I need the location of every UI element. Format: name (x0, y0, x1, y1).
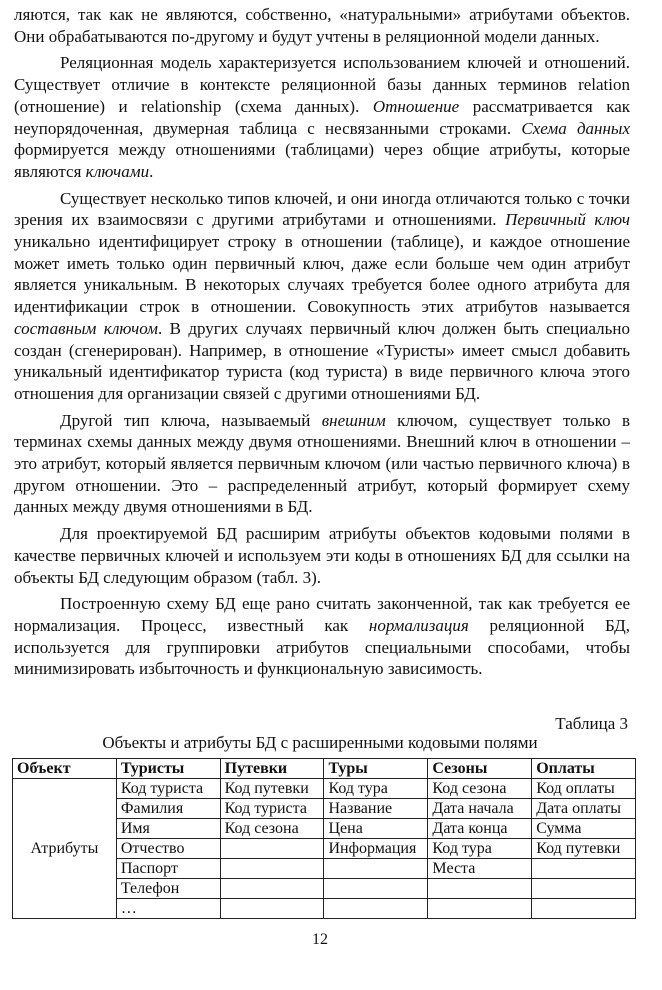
table-cell: Дата оплаты (532, 799, 636, 819)
paragraph-4: Другой тип ключа, называемый внешним ключом, существует только в терминах схемы данных между двумя отношениями. Внешний ключ в отношении – это атрибут, который является первичным ключом (или частью первичного ключа) в другом отношении. Это – распределенный атрибут, который формирует схему данных между двумя отношениями в БД. (14, 410, 630, 517)
row-label-attributes: Атрибуты (13, 779, 117, 919)
table-cell (220, 899, 324, 919)
table-cell: Код оплаты (532, 779, 636, 799)
table-cell: Цена (324, 819, 428, 839)
table-cell: Код сезона (428, 779, 532, 799)
table-cell: Сумма (532, 819, 636, 839)
page-number: 12 (312, 931, 328, 948)
table-cell: Код туриста (220, 799, 324, 819)
header-cell: Туристы (116, 759, 220, 779)
table-number: Таблица 3 (555, 714, 628, 733)
table-row (13, 779, 636, 799)
header-cell: Оплаты (532, 759, 636, 779)
table-cell: Код тура (428, 839, 532, 859)
table-cell: Дата конца (428, 819, 532, 839)
paragraph-6: Построенную схему БД еще рано считать законченной, так как требуется ее нормализация. Процесс, известный как нормализация реляционной БД, используется для группировки атрибутов специальными способами, чтобы минимизировать избыточность и функциональную зависимость. (14, 594, 631, 679)
table-cell (220, 839, 324, 859)
table-cell (428, 899, 532, 919)
header-cell: Путевки (220, 759, 324, 779)
table-cell (324, 879, 428, 899)
table-cell (324, 859, 428, 879)
table-cell: Название (324, 799, 428, 819)
table-cell: Код путевки (220, 779, 324, 799)
table-cell (324, 899, 428, 919)
attributes-table (12, 758, 636, 919)
table-cell: Места (428, 859, 532, 879)
table-cell: Код путевки (532, 839, 636, 859)
table-cell: Информация (324, 839, 428, 859)
table-cell (532, 879, 636, 899)
term-normalization: нормализация (368, 615, 469, 635)
table-cell: Код сезона (220, 819, 324, 839)
term-relation: Отношение (372, 96, 460, 116)
term-data-schema: Схема данных (521, 118, 630, 138)
table-cell (532, 859, 636, 879)
table-header-row (13, 759, 636, 779)
table-cell: Код туриста (116, 779, 220, 799)
paragraph-2: Реляционная модель характеризуется использованием ключей и отношений. Существует отличие в контексте реляционной базы данных терминов relation (отношение) и relationship (схема данных). Отношение рассматривается как неупорядоченная, двумерная таблица с несвязанными строками. Схема данных формируется между отношениями (таблицами) через общие атрибуты, которые являются ключами. (14, 53, 631, 181)
table-cell: Код тура (324, 779, 428, 799)
table-cell (220, 859, 324, 879)
term-composite-key: составным ключом (14, 318, 158, 338)
term-primary-key: Первичный ключ (505, 210, 630, 230)
term-keys: ключами (85, 161, 150, 181)
table-cell (428, 879, 532, 899)
paragraph-5: Для проектируемой БД расширим атрибуты объектов кодовыми полями в качестве первичных ключей и используем эти коды в отношениях БД для ссылки на объекты БД следующим образом (табл. 3). (14, 524, 630, 587)
table-cell: Телефон (116, 879, 220, 899)
table-cell: … (116, 899, 220, 919)
header-cell: Объект (13, 759, 117, 779)
table-cell: Фамилия (116, 799, 220, 819)
table-cell: Паспорт (116, 859, 220, 879)
table-cell: Отчество (116, 839, 220, 859)
table-cell: Дата начала (428, 799, 532, 819)
header-cell: Туры (324, 759, 428, 779)
paragraph-1: ляются, так как не являются, собственно, «натуральными» атрибутами объектов. Они обрабатываются по-другому и будут учтены в реляционной модели данных. (14, 5, 630, 46)
table-cell (220, 879, 324, 899)
table-cell: Имя (116, 819, 220, 839)
table-title: Объекты и атрибуты БД с расширенными кодовыми полями (102, 733, 538, 752)
header-cell: Сезоны (428, 759, 532, 779)
table-cell (532, 899, 636, 919)
paragraph-3: Существует несколько типов ключей, и они иногда отличаются только с точки зрения их взаимосвязи с другими атрибутами и отношениями. Первичный ключ уникально идентифицирует строку в отношении (таблице), и каждое отношение может иметь только один первичный ключ, даже если больше чем один атрибут является уникальным. В некоторых случаях требуется более одного атрибута для идентификации строк в отношении. Совокупность этих атрибутов называется составным ключом. В других случаях первичный ключ должен быть специально создан (сгенерирован). Например, в отношение «Туристы» имеет смысл добавить уникальный идентификатор туриста (код туриста) в виде первичного ключа этого отношения для организации связей с другими отношениями БД. (14, 188, 631, 403)
body-text (14, 4, 630, 680)
term-foreign: внешним (321, 410, 386, 430)
